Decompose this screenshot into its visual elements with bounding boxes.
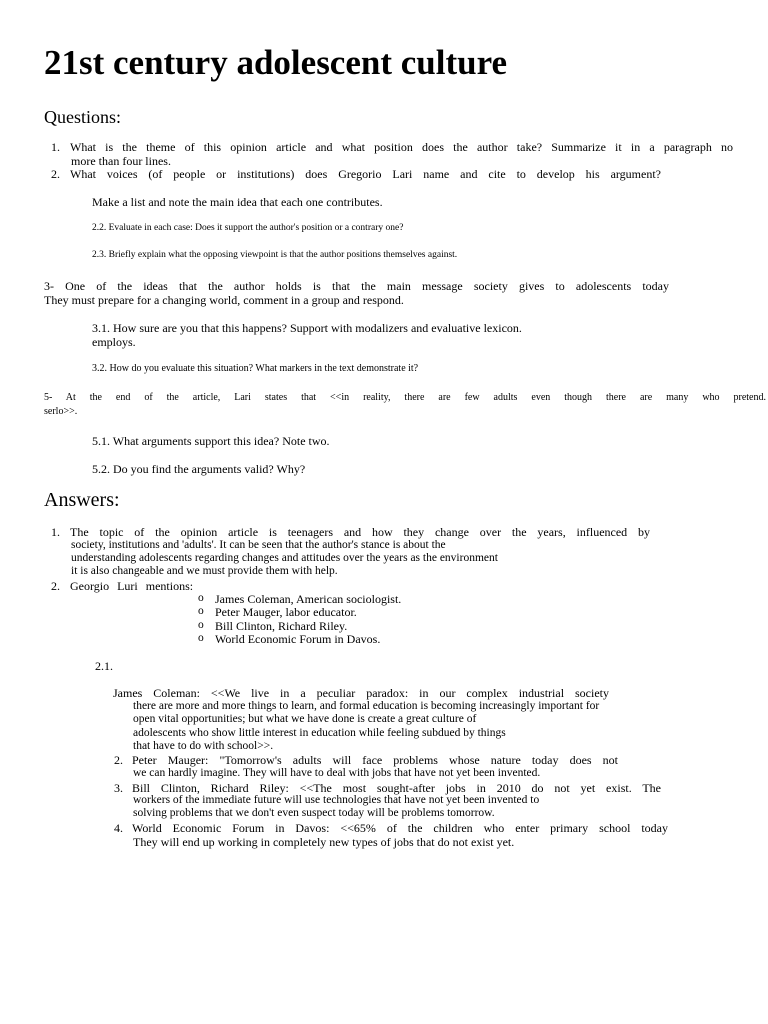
question-5-2: 5.2. Do you find the arguments valid? Why? [92, 462, 306, 476]
question-2-number: 2. [51, 167, 60, 181]
voice-item-label: James Coleman, American sociologist. [215, 592, 402, 606]
question-3-1: 3.1. How sure are you that this happens? Support with modalizers and evaluative lexicon. [92, 321, 522, 335]
voice-item-label: World Economic Forum in Davos. [215, 632, 381, 646]
wef-number: 4. [114, 821, 123, 835]
question-1-text-cont: more than four lines. [71, 154, 171, 168]
page-title: 21st century adolescent culture [44, 43, 508, 82]
question-3-1-cont: employs. [92, 335, 136, 349]
mauger-quote-cont: we can hardly imagine. They will have to deal with jobs that have not yet been invented. [133, 767, 541, 779]
clinton-number: 3. [114, 781, 123, 795]
question-3-text: 3- One of the ideas that the author holds is that the main message society gives to adolescents today [44, 279, 669, 293]
answer-1-number: 1. [51, 525, 60, 539]
bullet-icon: o [198, 592, 204, 604]
mauger-number: 2. [114, 753, 123, 767]
answer-1-text-cont-3: it is also changeable and we must provide them with help. [71, 565, 338, 577]
answer-2-text: Georgio Luri mentions: [70, 579, 194, 593]
clinton-quote-cont-1: workers of the immediate future will use technologies that have not yet been invented to [133, 794, 540, 806]
coleman-quote-cont-1: there are more and more things to learn, and formal education is becoming increasingly important for [133, 700, 600, 712]
question-2-3: 2.3. Briefly explain what the opposing viewpoint is that the author positions themselves against. [92, 250, 458, 260]
question-1-text: What is the theme of this opinion article and what position does the author take? Summarize it in a paragraph no [70, 140, 733, 154]
question-3-text-cont: They must prepare for a changing world, comment in a group and respond. [44, 293, 404, 307]
mauger-quote: Peter Mauger: "Tomorrow's adults will face problems whose nature today does not [132, 753, 618, 767]
wef-quote: World Economic Forum in Davos: <<65% of the children who enter primary school today [132, 821, 668, 835]
voice-item-label: Bill Clinton, Richard Riley. [215, 619, 348, 633]
question-5-1: 5.1. What arguments support this idea? Note two. [92, 434, 330, 448]
answer-2-1-label: 2.1. [95, 659, 113, 673]
question-2-2: 2.2. Evaluate in each case: Does it support the author's position or a contrary one? [92, 223, 404, 233]
question-2-instruction: Make a list and note the main idea that each one contributes. [92, 195, 383, 209]
question-5-text-cont: serlo>>. [44, 406, 78, 417]
coleman-quote-cont-2: open vital opportunities; but what we have done is create a great culture of [133, 713, 477, 725]
questions-heading: Questions: [44, 107, 122, 127]
question-1-number: 1. [51, 140, 60, 154]
clinton-quote: Bill Clinton, Richard Riley: <<The most sought-after jobs in 2010 do not yet exist. The [132, 781, 661, 795]
clinton-quote-cont-2: solving problems that we don't even suspect today will be problems tomorrow. [133, 807, 495, 819]
question-5-text: 5- At the end of the article, Lari states that <<in reality, there are few adults even though there are many who pretend. [44, 392, 766, 403]
wef-quote-cont: They will end up working in completely new types of jobs that do not exist yet. [133, 835, 515, 849]
answer-2-number: 2. [51, 579, 60, 593]
answer-1-text: The topic of the opinion article is teenagers and how they change over the years, influenced by [70, 525, 650, 539]
bullet-icon: o [198, 632, 204, 644]
coleman-quote-cont-3: adolescents who show little interest in education while feeling subdued by things [133, 727, 506, 739]
question-2-text: What voices (of people or institutions) does Gregorio Lari name and cite to develop his argument? [70, 167, 661, 181]
coleman-quote: James Coleman: <<We live in a peculiar paradox: in our complex industrial society [113, 686, 609, 700]
voice-item-label: Peter Mauger, labor educator. [215, 605, 357, 619]
coleman-quote-cont-4: that have to do with school>>. [133, 740, 274, 752]
bullet-icon: o [198, 605, 204, 617]
bullet-icon: o [198, 619, 204, 631]
answers-heading: Answers: [44, 489, 120, 511]
question-3-2: 3.2. How do you evaluate this situation? What markers in the text demonstrate it? [92, 363, 419, 374]
answer-1-text-cont-1: society, institutions and 'adults'. It can be seen that the author's stance is about the [71, 539, 446, 551]
answer-1-text-cont-2: understanding adolescents regarding changes and attitudes over the years as the environment [71, 552, 498, 564]
